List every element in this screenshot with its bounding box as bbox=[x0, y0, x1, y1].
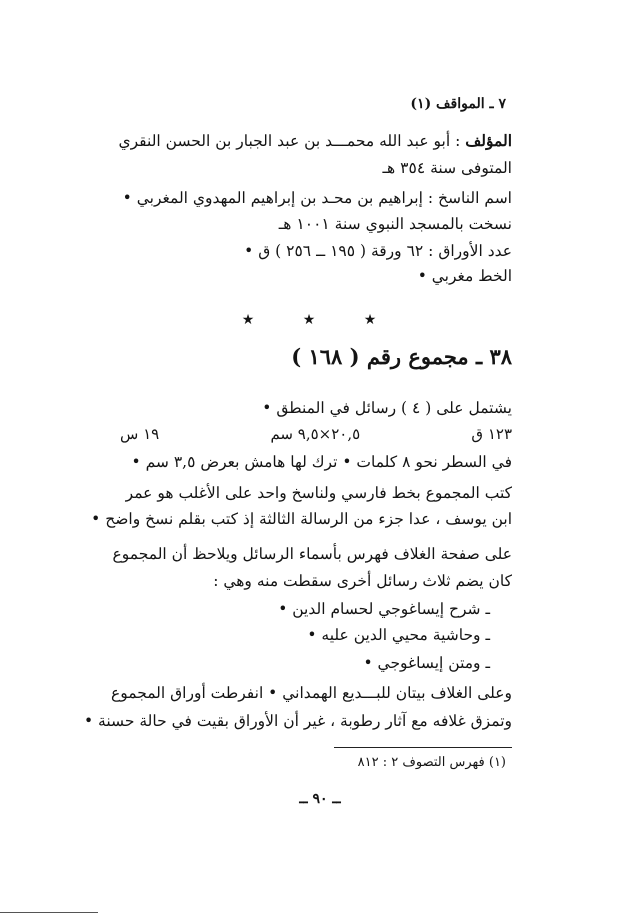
copyist-line: اسم الناسخ : إبراهيم بن محـد بن إبراهيم المهدوي المغربي • bbox=[122, 189, 512, 207]
paragraph-line: على صفحة الغلاف فهرس بأسماء الرسائل ويلاحظ أن المجموع bbox=[112, 545, 512, 563]
measurements-row bbox=[120, 425, 512, 443]
script-line: الخط مغربي • bbox=[417, 267, 512, 285]
measure-lines: ١٩ س bbox=[120, 425, 160, 443]
missing-item: ـ شرح إيساغوجي لحسام الدين • bbox=[278, 600, 490, 618]
measure-folios: ١٢٣ ق bbox=[471, 425, 512, 443]
contains-line: يشتمل على ( ٤ ) رسائل في المنطق • bbox=[262, 399, 512, 417]
line-words-line: في السطر نحو ٨ كلمات • ترك لها هامش بعرض ٣,٥ سم • bbox=[131, 453, 512, 471]
paragraph-line: وتمزق غلافه مع آثار رطوبة ، غير أن الأوراق بقيت في حالة حسنة • bbox=[83, 712, 512, 730]
footnote-rule bbox=[334, 747, 512, 748]
copyist-name: إبراهيم بن محـد بن إبراهيم المهدوي المغربي • bbox=[122, 189, 423, 207]
collection-heading: ٣٨ ـ مجموع رقم ( ١٦٨ ) bbox=[291, 344, 512, 369]
paragraph-line: ابن يوسف ، عدا جزء من الرسالة الثالثة إذ كتب بقلم نسخ واضح • bbox=[91, 510, 512, 528]
author-name: أبو عبد الله محمـــد بن عبد الجبار بن الحسن النقري bbox=[118, 132, 451, 150]
author-line: المؤلف : أبو عبد الله محمـــد بن عبد الجبار بن الحسن النقري bbox=[118, 131, 512, 150]
paragraph-line: وعلى الغلاف بيتان للبـــديع الهمداني • انفرطت أوراق المجموع bbox=[111, 684, 512, 702]
bottom-edge-rule bbox=[0, 912, 98, 913]
paragraph-line: كتب المجموع بخط فارسي ولناسخ واحد على الأغلب هو عمر bbox=[125, 484, 512, 502]
author-death-line: المتوفى سنة ٣٥٤ هـ bbox=[382, 159, 512, 177]
section-separator: ★ ★ ★ bbox=[241, 312, 399, 328]
author-label: المؤلف bbox=[465, 131, 512, 150]
copyist-label: اسم الناسخ bbox=[438, 189, 512, 207]
running-header: ٧ ـ المواقف (١) bbox=[410, 96, 506, 112]
page-number: ــ ٩٠ ــ bbox=[299, 791, 341, 807]
copy-place-line: نسخت بالمسجد النبوي سنة ١٠٠١ هـ bbox=[278, 215, 512, 233]
paragraph-line: كان يضم ثلاث رسائل أخرى سقطت منه وهي : bbox=[213, 572, 512, 590]
missing-item: ـ وحاشية محيي الدين عليه • bbox=[307, 626, 490, 644]
missing-item: ـ ومتن إيساغوجي • bbox=[363, 654, 490, 672]
measure-size: ٢٠,٥×٩,٥ سم bbox=[270, 425, 361, 443]
folios-line: عدد الأوراق : ٦٢ ورقة ( ١٩٥ ــ ٢٥٦ ) ق • bbox=[244, 242, 512, 260]
footnote: (١) فهرس التصوف ٢ : ٨١٢ bbox=[357, 755, 506, 770]
